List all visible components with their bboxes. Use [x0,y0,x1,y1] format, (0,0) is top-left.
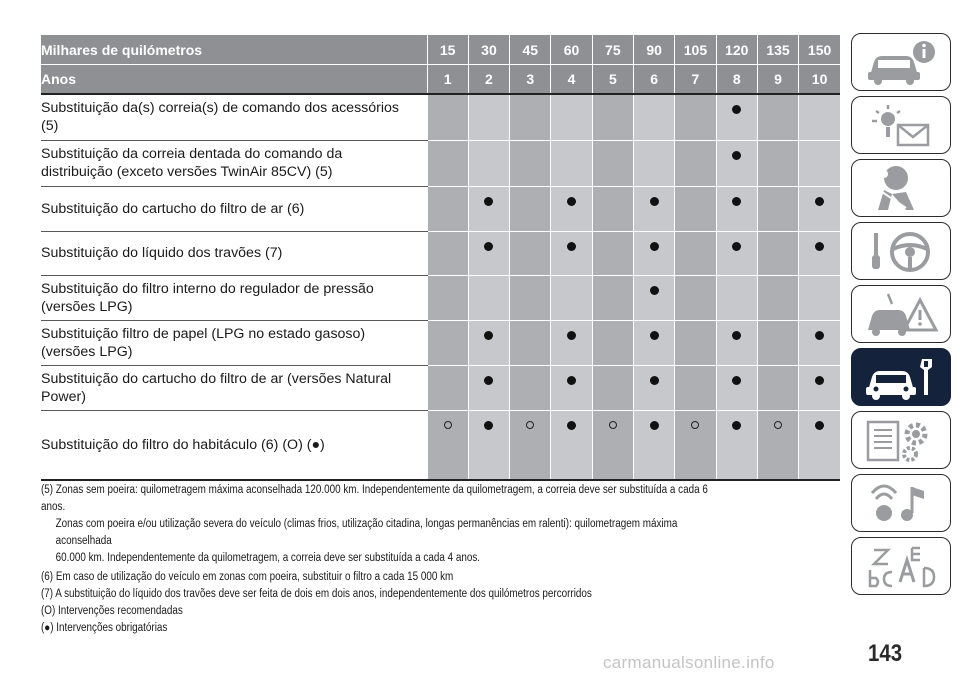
interval-cell [592,365,633,410]
operation-text-line: Substituição do líquido dos travões (7) [41,245,283,261]
interval-cell [633,275,674,320]
schedule-row [41,365,840,410]
interval-cell [510,410,551,480]
operation-text-line: distribuição (exceto versões TwinAir 85CV) (5) [41,164,333,180]
mandatory-dot-icon [732,197,741,206]
maintenance-schedule-table [41,35,840,481]
schedule-row [41,320,840,365]
interval-cell [551,140,592,186]
footnote-line: Zonas com poeira e/ou utilização severa do veículo (climas frios, utilização citadina, longas permanências em ralenti): quilometragem máxima aconselhada [55,518,678,547]
recommended-ring-icon [609,421,617,429]
year-interval-header: 7 [675,65,716,95]
interval-cell [427,275,468,320]
interval-cell [551,365,592,410]
interval-cell [675,275,716,320]
watermark: carmanualsonline.info [603,653,775,672]
interval-cell [675,186,716,231]
interval-cell [633,320,674,365]
mandatory-dot-icon [650,242,659,251]
interval-cell [799,275,840,320]
interval-cell [716,410,757,480]
km-interval-header: 60 [551,35,592,65]
footnote-line: (5) Zonas sem poeira: quilometragem máxima aconselhada 120.000 km. Independentemente da quilometragem, a correia deve ser substituída a cada 6 anos. [41,484,708,513]
interval-cell [633,231,674,275]
year-interval-header: 3 [510,65,551,95]
chapter-tab[interactable] [851,222,951,280]
mandatory-dot-icon [567,421,576,430]
operation-text-line: Substituição do filtro interno do regulador de pressão [41,280,374,297]
mandatory-dot-icon [732,151,741,160]
interval-cell [799,140,840,186]
interval-cell [468,140,509,186]
interval-cell [551,275,592,320]
interval-cell [716,231,757,275]
interval-cell [551,410,592,480]
interval-cell [716,140,757,186]
year-interval-header: 10 [799,65,840,95]
interval-cell [592,94,633,140]
interval-cell [510,140,551,186]
operation-description [41,94,427,140]
mandatory-dot-icon [732,242,741,251]
schedule-row [41,94,840,140]
interval-cell [592,320,633,365]
interval-cell [427,186,468,231]
interval-cell [757,410,798,480]
mandatory-dot-icon [567,242,576,251]
mandatory-dot-icon [650,376,659,385]
interval-cell [675,94,716,140]
interval-cell [633,140,674,186]
header-km-label: Milhares de quilómetros [41,35,427,65]
interval-cell [799,231,840,275]
mandatory-dot-icon [732,421,741,430]
operation-text-line: Substituição do filtro do habitáculo (6) (O) (●) [41,436,325,453]
interval-cell [716,365,757,410]
mandatory-dot-icon [815,331,824,340]
page-number: 143 [868,640,903,667]
operation-text-line: Substituição do cartucho do filtro de ar (versões Natural [41,370,392,387]
interval-cell [633,365,674,410]
interval-cell [716,320,757,365]
km-interval-header: 30 [468,35,509,65]
mandatory-dot-icon [484,242,493,251]
mandatory-dot-icon [650,197,659,206]
operation-description [41,231,427,275]
interval-cell [757,231,798,275]
chapter-tabs [851,33,953,600]
interval-cell [633,186,674,231]
mandatory-dot-icon [650,286,659,295]
interval-cell [757,186,798,231]
mandatory-dot-icon [484,197,493,206]
interval-cell [427,410,468,480]
km-interval-header: 135 [757,35,798,65]
recommended-ring-icon [691,421,699,429]
mandatory-dot-icon [732,331,741,340]
schedule-row [41,410,840,480]
interval-cell [799,94,840,140]
interval-cell [799,410,840,480]
interval-cell [551,186,592,231]
interval-cell [633,410,674,480]
interval-cell [551,231,592,275]
year-interval-header: 5 [592,65,633,95]
interval-cell [799,186,840,231]
year-interval-header: 2 [468,65,509,95]
interval-cell [510,365,551,410]
interval-cell [675,410,716,480]
interval-cell [757,275,798,320]
year-interval-header: 8 [716,65,757,95]
mandatory-dot-icon [650,331,659,340]
interval-cell [716,186,757,231]
interval-cell [510,94,551,140]
interval-cell [510,231,551,275]
operation-text-line: Substituição filtro de papel (LPG no estado gasoso) [41,325,366,342]
operation-description [41,186,427,231]
interval-cell [592,140,633,186]
mandatory-dot-icon [567,376,576,385]
interval-cell [633,94,674,140]
operation-text-line: Substituição do cartucho do filtro de ar (6) [41,200,305,217]
chapter-tab[interactable] [851,285,951,343]
footnote-line: (●) Intervenções obrigatórias [41,622,168,634]
interval-cell [675,365,716,410]
recommended-ring-icon [526,421,534,429]
operation-text-line: Substituição da correia dentada do comando da [41,146,343,162]
interval-cell [427,94,468,140]
mandatory-dot-icon [484,331,493,340]
interval-cell [716,275,757,320]
interval-cell [468,275,509,320]
footnote-line: (O) Intervenções recomendadas [41,605,183,617]
interval-cell [675,231,716,275]
chapter-tab[interactable] [851,159,951,217]
footnote-line: (7) A substituição do líquido dos travões deve ser feita de dois em dois anos, independentemente dos quilómetros percorridos [41,588,592,600]
interval-cell [468,231,509,275]
interval-cell [551,320,592,365]
interval-cell [716,94,757,140]
mandatory-dot-icon [815,421,824,430]
chapter-tab[interactable] [851,411,951,469]
interval-cell [510,275,551,320]
footnote-line: 60.000 km. Independentemente da quilometragem, a correia deve ser substituída a cada 4 anos. [55,552,481,564]
header-row-years [41,65,840,95]
interval-cell [427,231,468,275]
year-interval-header: 1 [427,65,468,95]
mandatory-dot-icon [732,376,741,385]
interval-cell [799,320,840,365]
recommended-ring-icon [444,421,452,429]
mandatory-dot-icon [815,242,824,251]
operation-text-line: (versões LPG) [41,343,133,360]
chapter-tab[interactable] [851,96,951,154]
year-interval-header: 4 [551,65,592,95]
mandatory-dot-icon [484,376,493,385]
interval-cell [551,94,592,140]
header-years-label: Anos [41,65,427,95]
header-row-kilometers [41,35,840,65]
interval-cell [510,186,551,231]
mandatory-dot-icon [732,105,741,114]
mandatory-dot-icon [567,331,576,340]
mandatory-dot-icon [815,376,824,385]
interval-cell [592,275,633,320]
schedule-row [41,186,840,231]
interval-cell [592,231,633,275]
interval-cell [675,320,716,365]
operation-description [41,275,427,320]
operation-text-line: (5) [41,118,59,135]
interval-cell [592,410,633,480]
chapter-tab[interactable] [851,348,951,406]
schedule-body [41,94,840,480]
operation-description [41,320,427,365]
interval-cell [510,320,551,365]
km-interval-header: 15 [427,35,468,65]
chapter-tab[interactable] [851,537,951,595]
schedule-row [41,231,840,275]
operation-description [41,365,427,410]
interval-cell [427,140,468,186]
mandatory-dot-icon [484,421,493,430]
chapter-tab[interactable] [851,33,951,91]
chapter-tab[interactable] [851,474,951,532]
interval-cell [468,410,509,480]
km-interval-header: 150 [799,35,840,65]
interval-cell [592,186,633,231]
operation-text-line: (versões LPG) [41,298,133,315]
km-interval-header: 90 [633,35,674,65]
km-interval-header: 75 [592,35,633,65]
operation-description [41,140,427,186]
interval-cell [468,365,509,410]
interval-cell [427,365,468,410]
operation-text-line: Substituição da(s) correia(s) de comando dos acessórios [41,100,400,117]
km-interval-header: 105 [675,35,716,65]
interval-cell [427,320,468,365]
operation-text-line: Power) [41,388,86,405]
mandatory-dot-icon [567,197,576,206]
operation-description [41,410,427,480]
mandatory-dot-icon [650,421,659,430]
interval-cell [757,94,798,140]
km-interval-header: 120 [716,35,757,65]
footnote-line: (6) Em caso de utilização do veículo em zonas com poeira, substituir o filtro a cada 15 000 km [41,571,454,583]
year-interval-header: 6 [633,65,674,95]
footnotes [41,482,720,637]
interval-cell [675,140,716,186]
interval-cell [468,320,509,365]
interval-cell [468,94,509,140]
year-interval-header: 9 [757,65,798,95]
schedule-row [41,140,840,186]
interval-cell [757,320,798,365]
km-interval-header: 45 [510,35,551,65]
recommended-ring-icon [774,421,782,429]
mandatory-dot-icon [815,197,824,206]
interval-cell [799,365,840,410]
interval-cell [757,365,798,410]
interval-cell [757,140,798,186]
schedule-row [41,275,840,320]
interval-cell [468,186,509,231]
